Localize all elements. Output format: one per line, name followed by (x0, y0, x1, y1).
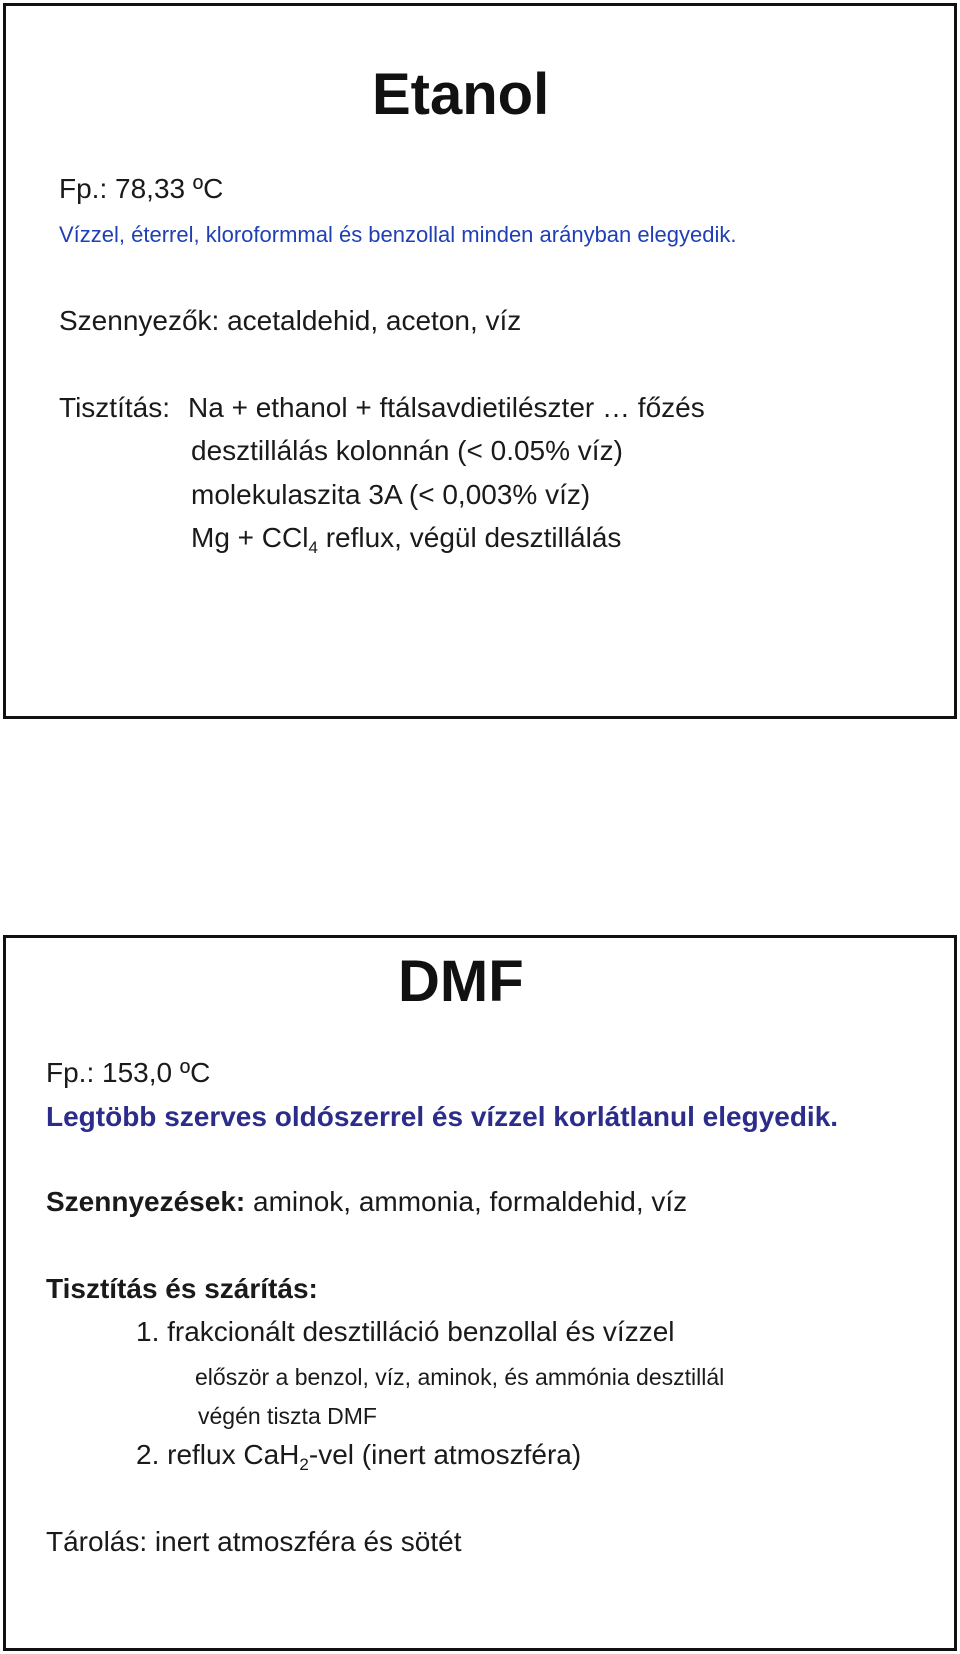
miscibility-text: Vízzel, éterrel, kloroformmal és benzollal minden arányban elegyedik. (59, 222, 737, 247)
purification-line-3: molekulaszita 3A (< 0,003% víz) (191, 479, 591, 510)
impurities-text: Szennyezők: acetaldehid, aceton, víz (59, 305, 522, 336)
storage-text: Tárolás: inert atmoszféra és sötét (46, 1526, 462, 1557)
purification-step-2 (136, 1439, 582, 1474)
formula-text: Mg + CCl (191, 522, 309, 553)
purification-line-4 (191, 522, 622, 557)
impurities-label: Szennyezések: (46, 1186, 246, 1217)
formula-text: 2. reflux CaH (136, 1439, 300, 1470)
boiling-point: Fp.: 78,33 ºC (59, 173, 224, 204)
purification-line-2: desztillálás kolonnán (< 0.05% víz) (191, 435, 623, 466)
impurities-text (46, 1188, 687, 1216)
impurities-value: aminok, ammonia, formaldehid, víz (245, 1186, 688, 1217)
slide-title: Etanol (372, 62, 550, 127)
purification-step-1-note-1: először a benzol, víz, aminok, és ammónia desztillál (195, 1364, 725, 1390)
purification-step-1-note-2: végén tiszta DMF (198, 1403, 377, 1429)
purification-label: Tisztítás: (59, 392, 170, 423)
formula-subscript: 4 (308, 538, 318, 557)
boiling-point: Fp.: 153,0 ºC (46, 1057, 211, 1088)
purification-line-1: Na + ethanol + ftálsavdietilészter … főzés (188, 392, 705, 423)
slide-etanol (3, 3, 957, 719)
miscibility-text: Legtöbb szerves oldószerrel és vízzel korlátlanul elegyedik. (46, 1101, 839, 1132)
slide-dmf (3, 935, 957, 1651)
purification-label: Tisztítás és szárítás: (46, 1273, 318, 1304)
purification-step-1: 1. frakcionált desztilláció benzollal és vízzel (136, 1316, 675, 1347)
formula-suffix: reflux, végül desztillálás (317, 522, 622, 553)
formula-subscript: 2 (299, 1455, 309, 1474)
formula-suffix: -vel (inert atmoszféra) (308, 1439, 582, 1470)
slide-title: DMF (398, 949, 524, 1014)
